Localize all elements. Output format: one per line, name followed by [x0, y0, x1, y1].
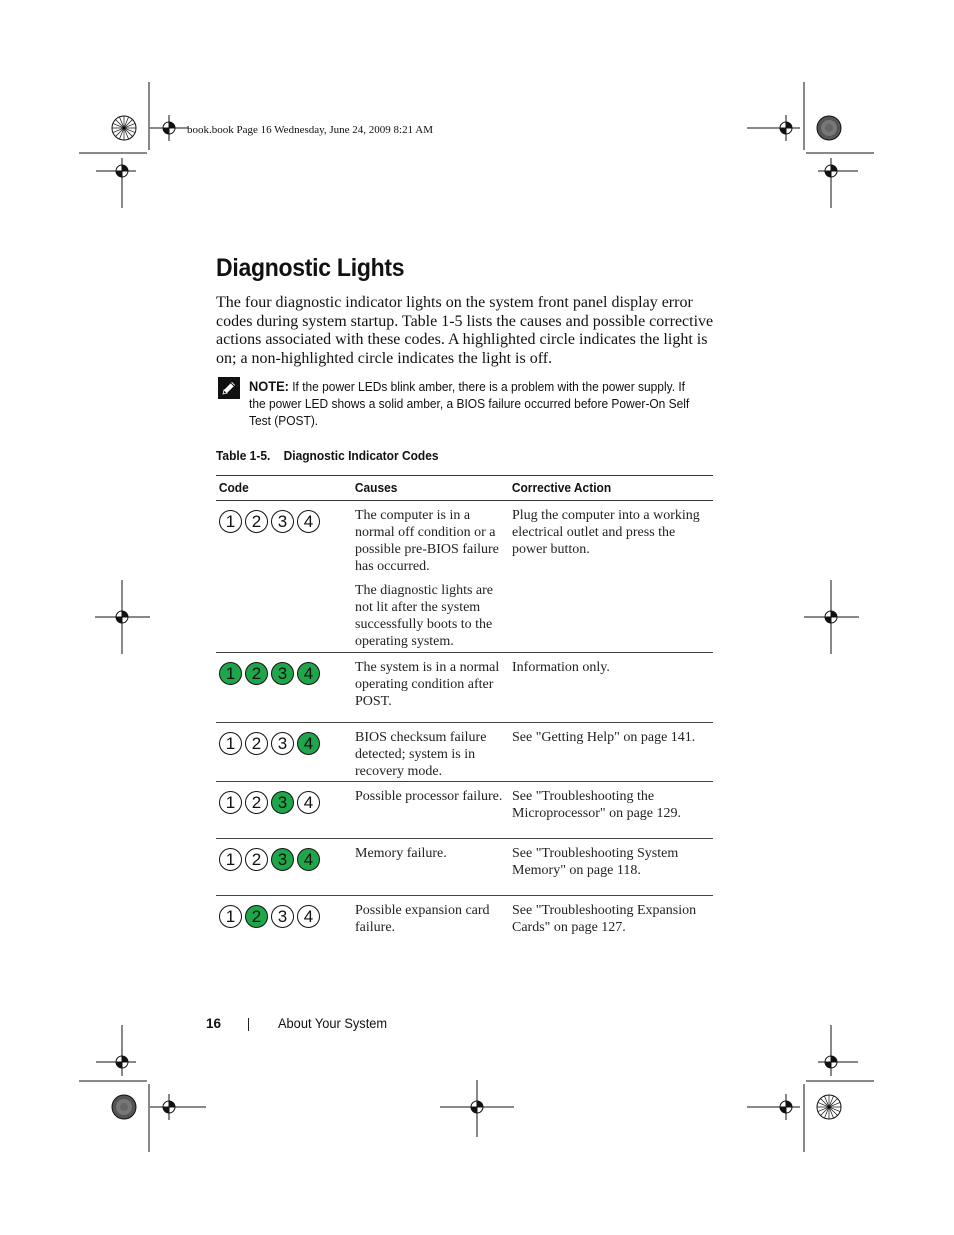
causes-cell [352, 501, 509, 652]
diagnostic-light-1-off: 1 [219, 791, 242, 814]
code-cell [216, 839, 352, 895]
table-row [216, 839, 713, 896]
footer-separator [248, 1018, 249, 1031]
table-body [216, 501, 713, 953]
diagnostic-light-4-off: 4 [297, 791, 320, 814]
corrective-action-cell [509, 501, 713, 652]
code-cell [216, 501, 352, 652]
causes-cell [352, 723, 509, 781]
diagnostic-light-2-off: 2 [245, 510, 268, 533]
table-row [216, 653, 713, 723]
diagnostic-light-2-on: 2 [245, 662, 268, 685]
diagnostic-light-1-off: 1 [219, 848, 242, 871]
diagnostic-light-3-on: 3 [271, 791, 294, 814]
diagnostic-light-2-off: 2 [245, 848, 268, 871]
corrective-action-cell [509, 839, 713, 895]
causes-cell [352, 653, 509, 722]
corrective-action-text: See "Getting Help" on page 141. [512, 730, 696, 745]
table-caption-number: Table 1-5. [216, 449, 271, 463]
cause-text: The computer is in a normal off condition or a possible pre-BIOS failure has occurred. [355, 508, 499, 574]
page-number: 16 [206, 1016, 222, 1031]
diagnostic-light-1-off: 1 [219, 905, 242, 928]
page-title: Diagnostic Lights [216, 254, 405, 282]
print-header: book.book Page 16 Wednesday, June 24, 2009 8:21 AM [187, 124, 433, 136]
cause-text: Memory failure. [355, 846, 447, 861]
diagnostic-light-3-on: 3 [271, 848, 294, 871]
note [249, 378, 692, 430]
diagnostic-light-4-off: 4 [297, 905, 320, 928]
corrective-action-cell [509, 782, 713, 838]
code-cell [216, 723, 352, 781]
cause-text: The diagnostic lights are not lit after the system successfully boots to the operating system. [355, 583, 494, 649]
diagnostic-light-1-off: 1 [219, 510, 242, 533]
corrective-action-text: Plug the computer into a working electrical outlet and press the power button. [512, 508, 700, 557]
code-cell [216, 782, 352, 838]
diagnostic-lights [219, 662, 352, 685]
diagnostic-light-2-on: 2 [245, 905, 268, 928]
intro-paragraph: The four diagnostic indicator lights on the system front panel display error codes during system startup. Table 1-5 lists the causes and possible corrective actions associated with these codes. A highlighted circle indicates the light is on; a non-highlighted circle indicates the light is off. [216, 294, 714, 367]
diagnostic-light-1-on: 1 [219, 662, 242, 685]
corrective-action-cell [509, 723, 713, 781]
diagnostic-light-3-on: 3 [271, 662, 294, 685]
corrective-action-text: See "Troubleshooting Expansion Cards" on page 127. [512, 903, 697, 935]
diagnostic-light-4-on: 4 [297, 662, 320, 685]
diagnostic-light-4-on: 4 [297, 848, 320, 871]
corrective-action-text: Information only. [512, 660, 610, 675]
code-cell [216, 653, 352, 722]
causes-cell [352, 896, 509, 953]
diagnostic-lights [219, 791, 352, 814]
table-row [216, 782, 713, 839]
diagnostic-codes-table [216, 475, 713, 953]
header-causes: Causes [354, 481, 398, 495]
cause-text: BIOS checksum failure detected; system is in recovery mode. [355, 730, 487, 779]
diagnostic-light-4-off: 4 [297, 510, 320, 533]
diagnostic-lights [219, 848, 352, 871]
note-label: NOTE: [249, 379, 289, 394]
corrective-action-text: See "Troubleshooting System Memory" on page 118. [512, 846, 679, 878]
table-row [216, 723, 713, 782]
cause-text: Possible expansion card failure. [355, 903, 490, 935]
table-row [216, 501, 713, 653]
corrective-action-text: See "Troubleshooting the Microprocessor" on page 129. [512, 789, 682, 821]
corrective-action-cell [509, 653, 713, 722]
diagnostic-light-1-off: 1 [219, 732, 242, 755]
diagnostic-light-2-off: 2 [245, 732, 268, 755]
diagnostic-light-3-off: 3 [271, 510, 294, 533]
footer-section-title: About Your System [278, 1016, 388, 1031]
table-row [216, 896, 713, 953]
corrective-action-cell [509, 896, 713, 953]
code-cell [216, 896, 352, 953]
diagnostic-lights [219, 510, 352, 533]
table-caption [216, 449, 439, 463]
cause-text: Possible processor failure. [355, 789, 503, 804]
diagnostic-light-2-off: 2 [245, 791, 268, 814]
diagnostic-light-3-off: 3 [271, 905, 294, 928]
header-code: Code [218, 481, 249, 495]
table-caption-title: Diagnostic Indicator Codes [283, 449, 439, 463]
diagnostic-lights [219, 732, 352, 755]
diagnostic-light-4-on: 4 [297, 732, 320, 755]
causes-cell [352, 782, 509, 838]
pencil-note-icon [218, 377, 240, 404]
cause-text: The system is in a normal operating condition after POST. [355, 660, 500, 709]
header-corrective-action: Corrective Action [511, 481, 612, 495]
table-header-row [216, 475, 713, 501]
note-text: If the power LEDs blink amber, there is a problem with the power supply. If the power LED shows a solid amber, a BIOS failure occurred before Power-On Self Test (POST). [249, 380, 690, 428]
diagnostic-light-3-off: 3 [271, 732, 294, 755]
diagnostic-lights [219, 905, 352, 928]
causes-cell [352, 839, 509, 895]
